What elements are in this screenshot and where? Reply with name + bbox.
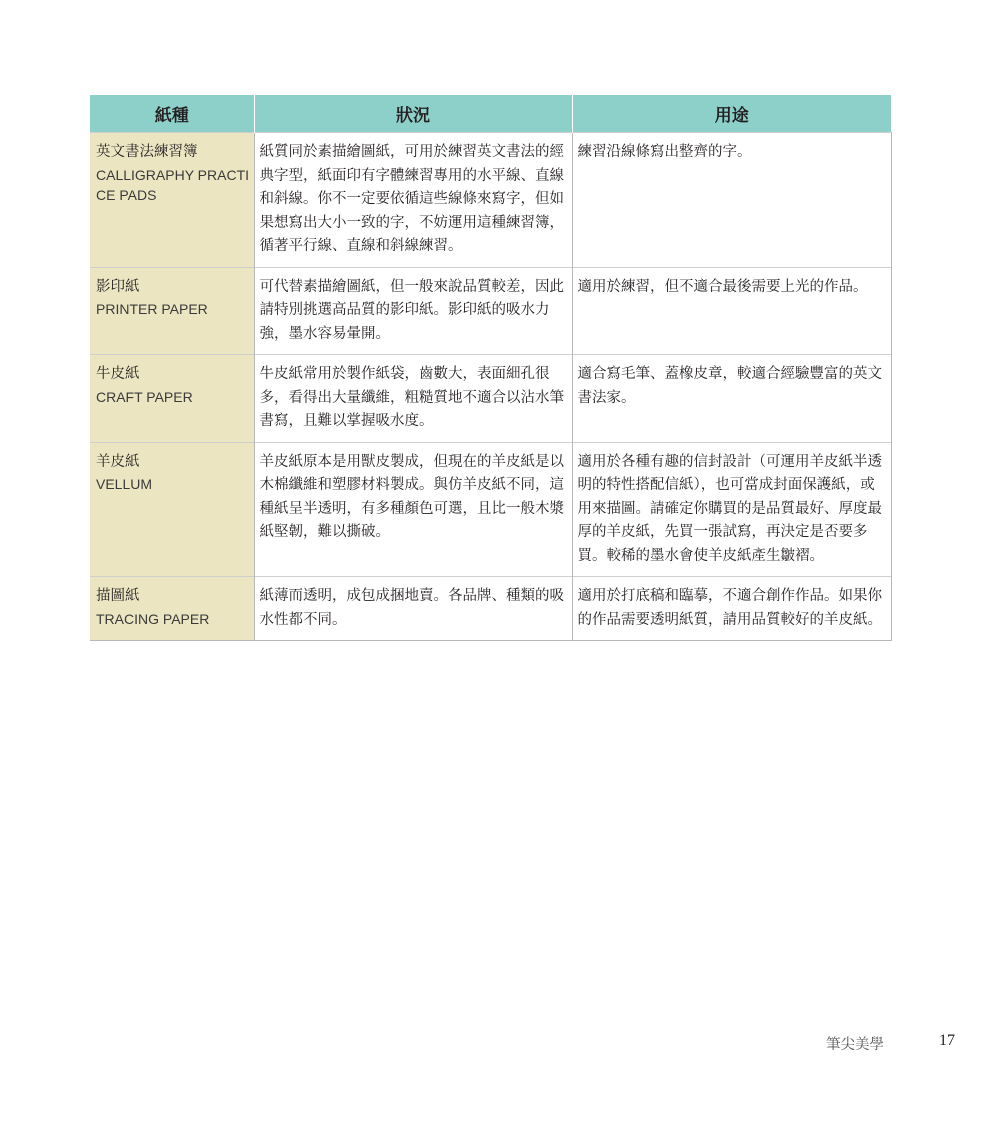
table-header-row — [90, 95, 891, 133]
paper-name-en: CRAFT PAPER — [96, 388, 193, 405]
paper-condition: 紙質同於素描繪圖紙，可用於練習英文書法的經典字型，紙面印有字體練習專用的水平線、直線和斜線。你不一定要依循這些線條來寫字，但如果想寫出大小一致的字，不妨運用這種練習簿，循著平行線、直線和斜線練習。 — [254, 133, 572, 268]
paper-condition: 可代替素描繪圖紙，但一般來說品質較差，因此請特別挑選高品質的影印紙。影印紙的吸水力強，墨水容易暈開。 — [254, 267, 572, 355]
paper-usage: 適用於各種有趣的信封設計（可運用羊皮紙半透明的特性搭配信紙），也可當成封面保護紙，或用來描圖。請確定你購買的是品質最好、厚度最厚的羊皮紙，先買一張試寫，再決定是否要多買。較稀的墨水會使羊皮紙產生皺褶。 — [572, 442, 891, 577]
paper-name-zh: 英文書法練習簿 — [96, 144, 198, 160]
paper-name-cell — [90, 133, 254, 268]
paper-name-cell — [90, 267, 254, 355]
paper-usage: 適合寫毛筆、蓋橡皮章，較適合經驗豐富的英文書法家。 — [572, 355, 891, 443]
paper-condition: 羊皮紙原本是用獸皮製成，但現在的羊皮紙是以木棉纖維和塑膠材料製成。與仿羊皮紙不同，這種紙呈半透明，有多種顏色可選，且比一般木漿紙堅韌，難以撕破。 — [254, 442, 572, 577]
header-paper-type: 紙種 — [90, 95, 254, 133]
paper-usage: 適用於打底稿和臨摹，不適合創作作品。如果你的作品需要透明紙質，請用品質較好的羊皮紙。 — [572, 577, 891, 641]
page-number: 17 — [939, 1032, 955, 1049]
paper-name-cell — [90, 577, 254, 641]
header-condition: 狀況 — [254, 95, 572, 133]
paper-name-en: PRINTER PAPER — [96, 301, 208, 317]
table-row — [90, 442, 891, 577]
table-row — [90, 267, 891, 355]
table-row — [90, 577, 891, 641]
paper-condition: 牛皮紙常用於製作紙袋，齒數大，表面細孔很多，看得出大量纖維，粗糙質地不適合以沾水筆書寫，且難以掌握吸水度。 — [254, 355, 572, 443]
footer-book-title: 筆尖美學 — [826, 1037, 884, 1053]
paper-name-cell — [90, 355, 254, 443]
paper-name-en: VELLUM — [96, 476, 153, 492]
paper-name-en: CALLIGRAPHY PRACTICE PADS — [96, 166, 250, 203]
paper-usage: 適用於練習，但不適合最後需要上光的作品。 — [572, 267, 891, 355]
paper-name-cell — [90, 442, 254, 577]
table-row — [90, 133, 891, 268]
paper-name-zh: 影印紙 — [96, 278, 140, 295]
paper-usage: 練習沿線條寫出整齊的字。 — [572, 133, 891, 268]
table-row — [90, 355, 891, 443]
paper-types-table — [90, 95, 892, 641]
paper-name-zh: 描圖紙 — [96, 588, 140, 604]
paper-condition: 紙薄而透明，成包成捆地賣。各品牌、種類的吸水性都不同。 — [254, 577, 572, 641]
paper-name-en: TRACING PAPER — [96, 610, 210, 627]
paper-name-zh: 牛皮紙 — [96, 366, 140, 382]
header-usage: 用途 — [572, 95, 891, 133]
paper-name-zh: 羊皮紙 — [96, 453, 140, 470]
